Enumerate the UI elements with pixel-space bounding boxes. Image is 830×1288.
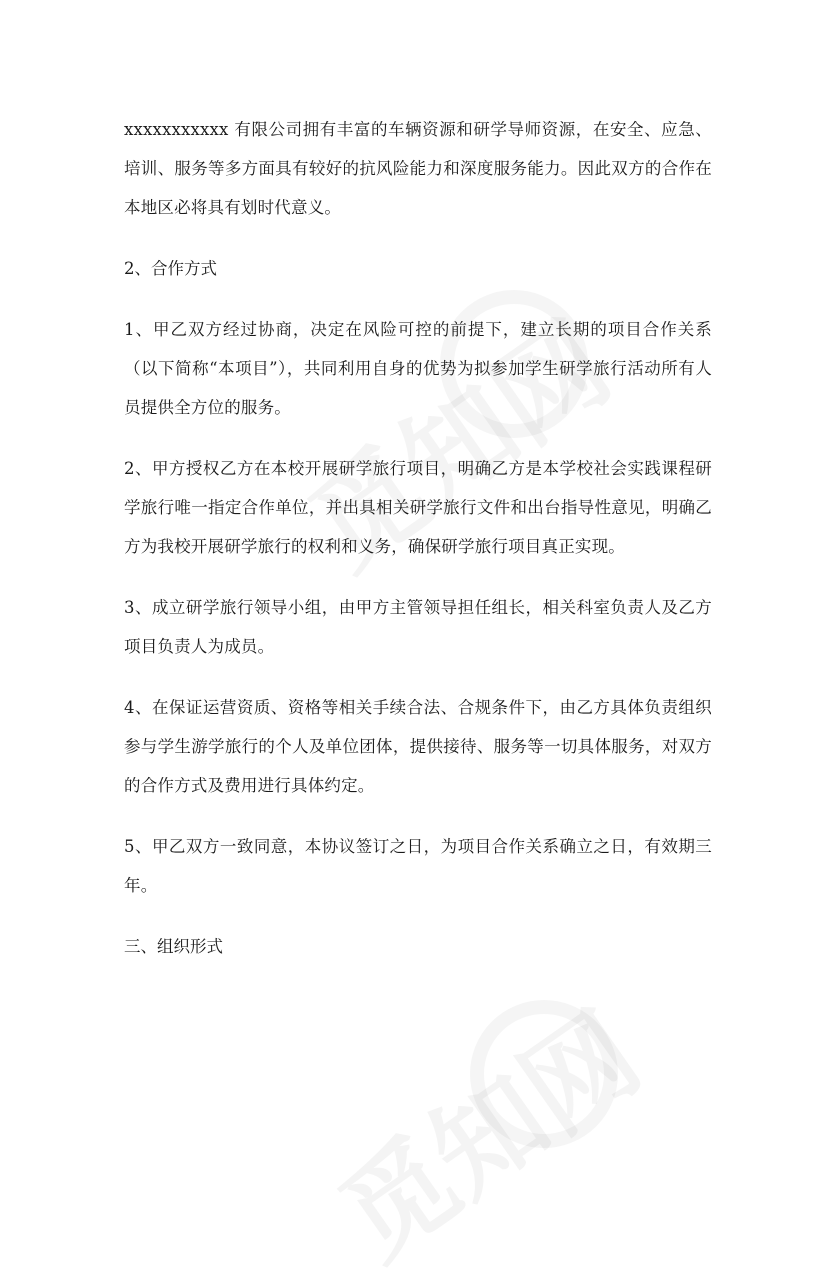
intro-paragraph: xxxxxxxxxxx 有限公司拥有丰富的车辆资源和研学导师资源，在安全、应急、培训、服务等多方面具有较好的抗风险能力和深度服务能力。因此双方的合作在本地区必将具有划时代意义。 xyxy=(124,120,712,217)
clause-3: 3、成立研学旅行领导小组，由甲方主管领导担任组长，相关科室负责人及乙方项目负责人为成员。 xyxy=(124,598,712,656)
section-heading-organization-form: 三、组织形式 xyxy=(124,937,223,956)
clause-4: 4、在保证运营资质、资格等相关手续合法、合规条件下，由乙方具体负责组织参与学生游学旅行的个人及单位团体，提供接待、服务等一切具体服务，对双方的合作方式及费用进行具体约定。 xyxy=(124,698,712,795)
watermark-lower xyxy=(305,970,666,1288)
clause-2: 2、甲方授权乙方在本校开展研学旅行项目，明确乙方是本学校社会实践课程研学旅行唯一指定合作单位，并出具相关研学旅行文件和出台指导性意见，明确乙方为我校开展研学旅行的权利和义务，确保研学旅行项目真正实现。 xyxy=(124,459,712,556)
watermark-ring-lower xyxy=(470,1000,618,1148)
clause-5: 5、甲乙双方一致同意，本协议签订之日，为项目合作关系确立之日，有效期三年。 xyxy=(124,837,712,895)
document-body xyxy=(124,110,712,988)
section-heading-cooperation-method: 2、合作方式 xyxy=(124,259,217,278)
clause-1: 1、甲乙双方经过协商，决定在风险可控的前提下，建立长期的项目合作关系（以下简称“本项目”），共同利用自身的优势为拟参加学生研学旅行活动所有人员提供全方位的服务。 xyxy=(124,320,712,417)
